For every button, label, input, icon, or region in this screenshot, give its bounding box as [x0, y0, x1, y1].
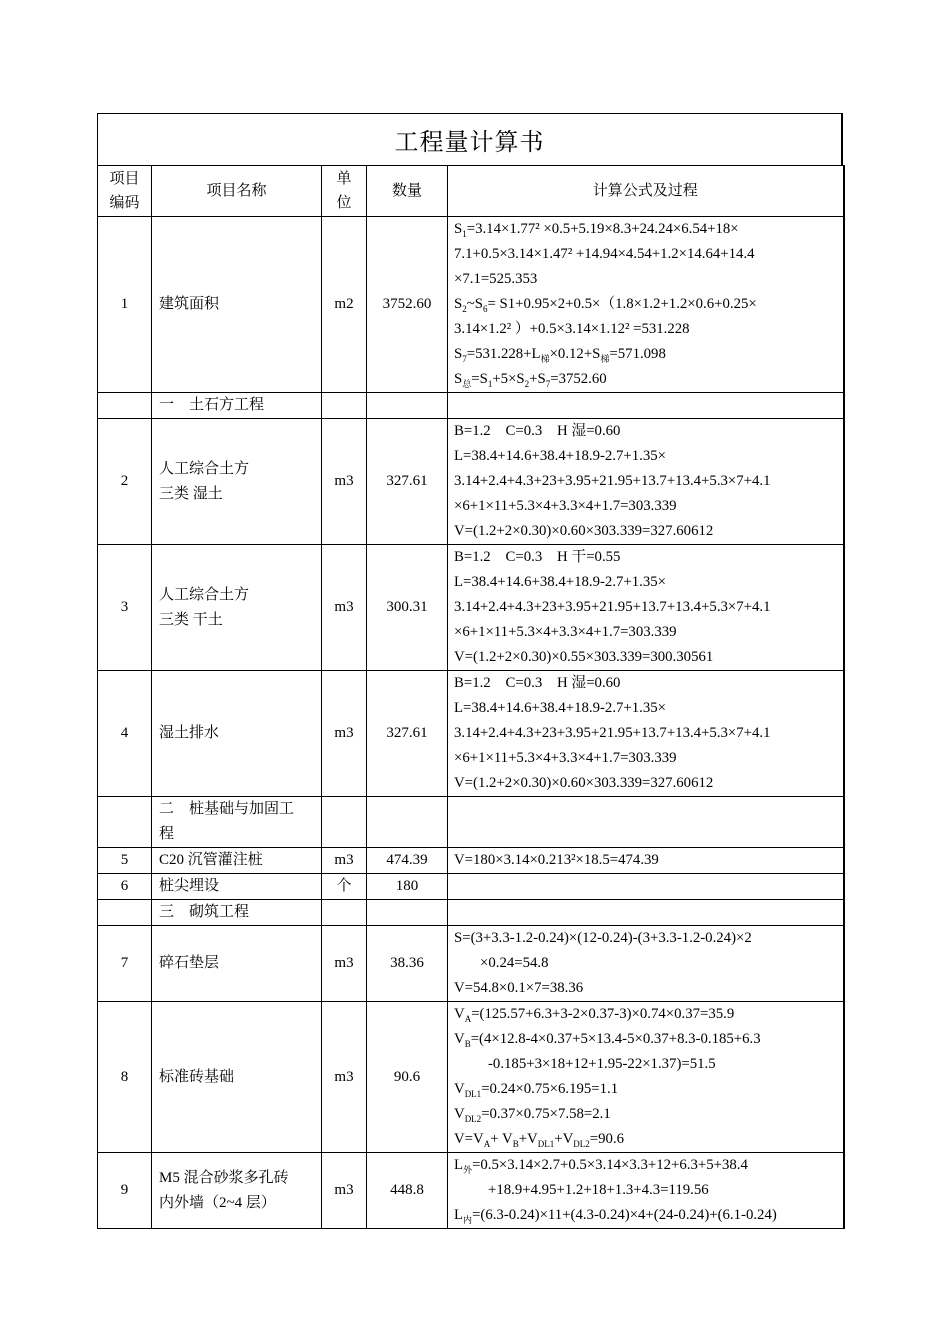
row-formula: $S_1=3.14\times 1.77^2 \times 0.5+5.19\times 8.3+24.24\times 6.54+18\times$ 7.1+0.5×3.14×1.47² +14.94×4.54+1.2×14.64+14.4 ×7.1=525.353 $S_2\sim S_6= S1+0.95\times 2+0.5\times(1.8\times 1.2+1.2\times 0.6+0.25\times$ 3.14×1.2² ）+0.5×3.14×1.12² =531.228 $S_7=531.228+L_梯\times 0.12+S_梯=571.098$ $S_总=S_1+5\times S_2+S_7=3752.60$ [448, 217, 844, 393]
row-name: C20 沉管灌注桩 [152, 848, 322, 874]
row-formula: B=1.2 C=0.3 H 干=0.55 L=38.4+14.6+38.4+18.9-2.7+1.35× 3.14+2.4+4.3+23+3.95+21.95+13.7+13.4+5.3×7+4.1 ×6+1×11+5.3×4+3.3×4+1.7=303.339 V=(1.2+2×0.30)×0.55×303.339=300.30561 [448, 545, 844, 671]
table-row: 7 碎石垫层 m3 38.36 S=(3+3.3-1.2-0.24)×(12-0.24)-(3+3.3-1.2-0.24)×2 ×0.24=54.8 V=54.8×0.1×7=38.36 [98, 926, 844, 1002]
calculation-sheet [97, 113, 843, 1229]
row-name: 人工综合土方 三类 干土 [152, 545, 322, 671]
header-qty: 数量 [367, 166, 448, 217]
section-title: 二 桩基础与加固工 程 [152, 797, 322, 848]
table-row: 6 桩尖埋设 个 180 [98, 874, 844, 900]
row-name: 建筑面积 [152, 217, 322, 393]
section-row [98, 393, 844, 419]
table-row: 4 湿土排水 m3 327.61 B=1.2 C=0.3 H 湿=0.60 L=38.4+14.6+38.4+18.9-2.7+1.35× 3.14+2.4+4.3+23+3.95+21.95+13.7+13.4+5.3×7+4.1 ×6+1×11+5.3×4+3.3×4+1.7=303.339 V=(1.2+2×0.30)×0.60×303.339=327.60612 [98, 671, 844, 797]
row-formula: V=180×3.14×0.213²×18.5=474.39 [448, 848, 844, 874]
row-name: 标准砖基础 [152, 1002, 322, 1153]
row-name: 碎石垫层 [152, 926, 322, 1002]
section-title: 一 土石方工程 [152, 393, 322, 419]
row-name: 桩尖埋设 [152, 874, 322, 900]
row-formula: $L_外=0.5\times 3.14\times 2.7+0.5\times 3.14\times 3.3+12+6.3+5+38.4$ +18.9+4.95+1.2+18+1.3+4.3=119.56 $L_内=(6.3-0.24)\times 11+(4.3-0.24)\times 4+(24-0.24)+(6.1-0.24)$ [448, 1153, 844, 1229]
row-no: 1 [98, 217, 152, 393]
table-row: 3 人工综合土方 三类 干土 m3 300.31 B=1.2 C=0.3 H 干=0.55 L=38.4+14.6+38.4+18.9-2.7+1.35× 3.14+2.4+4.3+23+3.95+21.95+13.7+13.4+5.3×7+4.1 ×6+1×11+5.3×4+3.3×4+1.7=303.339 V=(1.2+2×0.30)×0.55×303.339=300.30561 [98, 545, 844, 671]
row-formula: $V_A=(125.57+6.3+3-2\times 0.37-3)\times 0.74\times 0.37=35.9$ $V_B=(4\times 12.8-4\times 0.37+5\times 13.4-5\times 0.37+8.3-0.185+6.3$ -0.185+3×18+12+1.95-22×1.37)=51.5 $V_{DL1}=0.24\times 0.75\times 6.195=1.1$ $V_{DL2}=0.37\times 0.75\times 7.58=2.1$ $V=V_A+ V_B+V_{DL1}+V_{DL2}=90.6$ [448, 1002, 844, 1153]
header-row [98, 166, 844, 217]
section-row [98, 797, 844, 848]
row-name: 湿土排水 [152, 671, 322, 797]
quantity-table [97, 165, 845, 1229]
row-qty: 3752.60 [367, 217, 448, 393]
row-formula: B=1.2 C=0.3 H 湿=0.60 L=38.4+14.6+38.4+18.9-2.7+1.35× 3.14+2.4+4.3+23+3.95+21.95+13.7+13.4+5.3×7+4.1 ×6+1×11+5.3×4+3.3×4+1.7=303.339 V=(1.2+2×0.30)×0.60×303.339=327.60612 [448, 671, 844, 797]
section-row [98, 900, 844, 926]
table-row: 5 C20 沉管灌注桩 m3 474.39 V=180×3.14×0.213²×18.5=474.39 [98, 848, 844, 874]
table-row: 8 标准砖基础 m3 90.6 $V_A=(125.57+6.3+3-2\times 0.37-3)\times 0.74\times 0.37=35.9$ $V_B=(4\times 12.8-4\times 0.37+5\times 13.4-5\times 0.37+8.3-0.185+6.3$ -0.185+3×18+12+1.95-22×1.37)=51.5 $V_{DL1}=0.24\times 0.75\times 6.195=1.1$ $V_{DL2}=0.37\times 0.75\times 7.58=2.1$ $V=V_A+ V_B+V_{DL1}+V_{DL2}=90.6$ [98, 1002, 844, 1153]
header-unit: 单 位 [322, 166, 367, 217]
row-name: 人工综合土方 三类 湿土 [152, 419, 322, 545]
row-unit: m2 [322, 217, 367, 393]
header-code: 项目 编码 [98, 166, 152, 217]
section-title: 三 砌筑工程 [152, 900, 322, 926]
table-row [98, 217, 844, 393]
row-formula: B=1.2 C=0.3 H 湿=0.60 L=38.4+14.6+38.4+18.9-2.7+1.35× 3.14+2.4+4.3+23+3.95+21.95+13.7+13.4+5.3×7+4.1 ×6+1×11+5.3×4+3.3×4+1.7=303.339 V=(1.2+2×0.30)×0.60×303.339=327.60612 [448, 419, 844, 545]
header-formula: 计算公式及过程 [448, 166, 844, 217]
table-row: 9 M5 混合砂浆多孔砖 内外墙（2~4 层） m3 448.8 $L_外=0.5\times 3.14\times 2.7+0.5\times 3.14\times 3.3+12+6.3+5+38.4$ +18.9+4.95+1.2+18+1.3+4.3=119.56 $L_内=(6.3-0.24)\times 11+(4.3-0.24)\times 4+(24-0.24)+(6.1-0.24)$ [98, 1153, 844, 1229]
document-title: 工程量计算书 [97, 113, 843, 165]
row-formula: S=(3+3.3-1.2-0.24)×(12-0.24)-(3+3.3-1.2-0.24)×2 ×0.24=54.8 V=54.8×0.1×7=38.36 [448, 926, 844, 1002]
table-row: 2 人工综合土方 三类 湿土 m3 327.61 B=1.2 C=0.3 H 湿=0.60 L=38.4+14.6+38.4+18.9-2.7+1.35× 3.14+2.4+4.3+23+3.95+21.95+13.7+13.4+5.3×7+4.1 ×6+1×11+5.3×4+3.3×4+1.7=303.339 V=(1.2+2×0.30)×0.60×303.339=327.60612 [98, 419, 844, 545]
header-name: 项目名称 [152, 166, 322, 217]
row-name: M5 混合砂浆多孔砖 内外墙（2~4 层） [152, 1153, 322, 1229]
